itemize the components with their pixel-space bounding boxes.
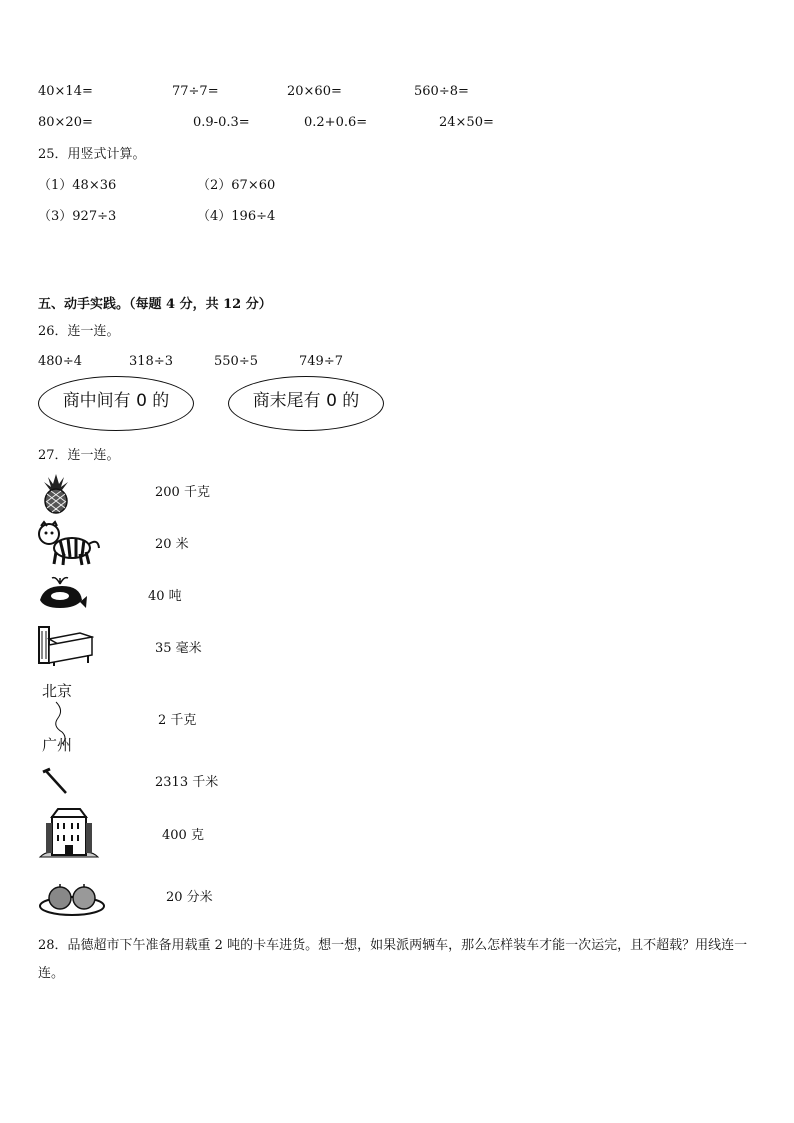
map-label-beijing: 北京 (42, 682, 73, 700)
oval-label: 商中间有 0 的 (62, 391, 170, 411)
question-26-title: 26．连一连。 (38, 324, 120, 339)
division-expression: 318÷3 (129, 354, 173, 369)
oval-zero-middle (38, 376, 194, 431)
bed-icon (36, 623, 94, 667)
whale-icon (36, 574, 88, 614)
calc-item: 20×60= (287, 84, 342, 99)
oval-zero-end (228, 376, 384, 431)
map-label-guangzhou: 广州 (42, 736, 73, 754)
measure-label: 200 千克 (155, 485, 210, 500)
measure-label: 20 米 (155, 537, 189, 552)
tiger-icon (36, 520, 102, 568)
section-5-title: 五、动手实践。（每题 4 分，共 12 分） (38, 297, 272, 312)
nail-icon (40, 766, 70, 796)
oval-label: 商末尾有 0 的 (252, 391, 360, 411)
fruit-plate-icon (38, 878, 106, 918)
calc-item: 80×20= (38, 115, 93, 130)
question-25-item: （1）48×36 (38, 178, 117, 193)
calc-item: 40×14= (38, 84, 93, 99)
measure-label: 40 吨 (148, 589, 182, 604)
pineapple-icon (36, 472, 76, 514)
question-27-title: 27．连一连。 (38, 448, 120, 463)
calc-item: 560÷8= (414, 84, 469, 99)
question-28-text: 28．品德超市下午准备用载重 2 吨的卡车进货。想一想，如果派两辆车，那么怎样装车才能一次运完，且不超载？用线连一连。 (38, 938, 748, 981)
measure-label: 2 千克 (158, 713, 197, 728)
map-route-icon (42, 682, 82, 754)
question-25-title: 25．用竖式计算。 (38, 147, 146, 162)
measure-label: 2313 千米 (155, 775, 219, 790)
division-expression: 550÷5 (214, 354, 258, 369)
calc-item: 0.2+0.6= (304, 115, 368, 130)
division-expression: 480÷4 (38, 354, 82, 369)
measure-label: 400 克 (162, 828, 204, 843)
calc-item: 24×50= (439, 115, 494, 130)
calc-item: 0.9-0.3= (193, 115, 250, 130)
division-expression: 749÷7 (299, 354, 343, 369)
building-icon (38, 805, 100, 861)
measure-label: 35 毫米 (155, 641, 202, 656)
question-25-item: （4）196÷4 (197, 209, 276, 224)
question-25-item: （3）927÷3 (38, 209, 117, 224)
calc-item: 77÷7= (172, 84, 219, 99)
question-25-item: （2）67×60 (197, 178, 276, 193)
measure-label: 20 分米 (166, 890, 213, 905)
